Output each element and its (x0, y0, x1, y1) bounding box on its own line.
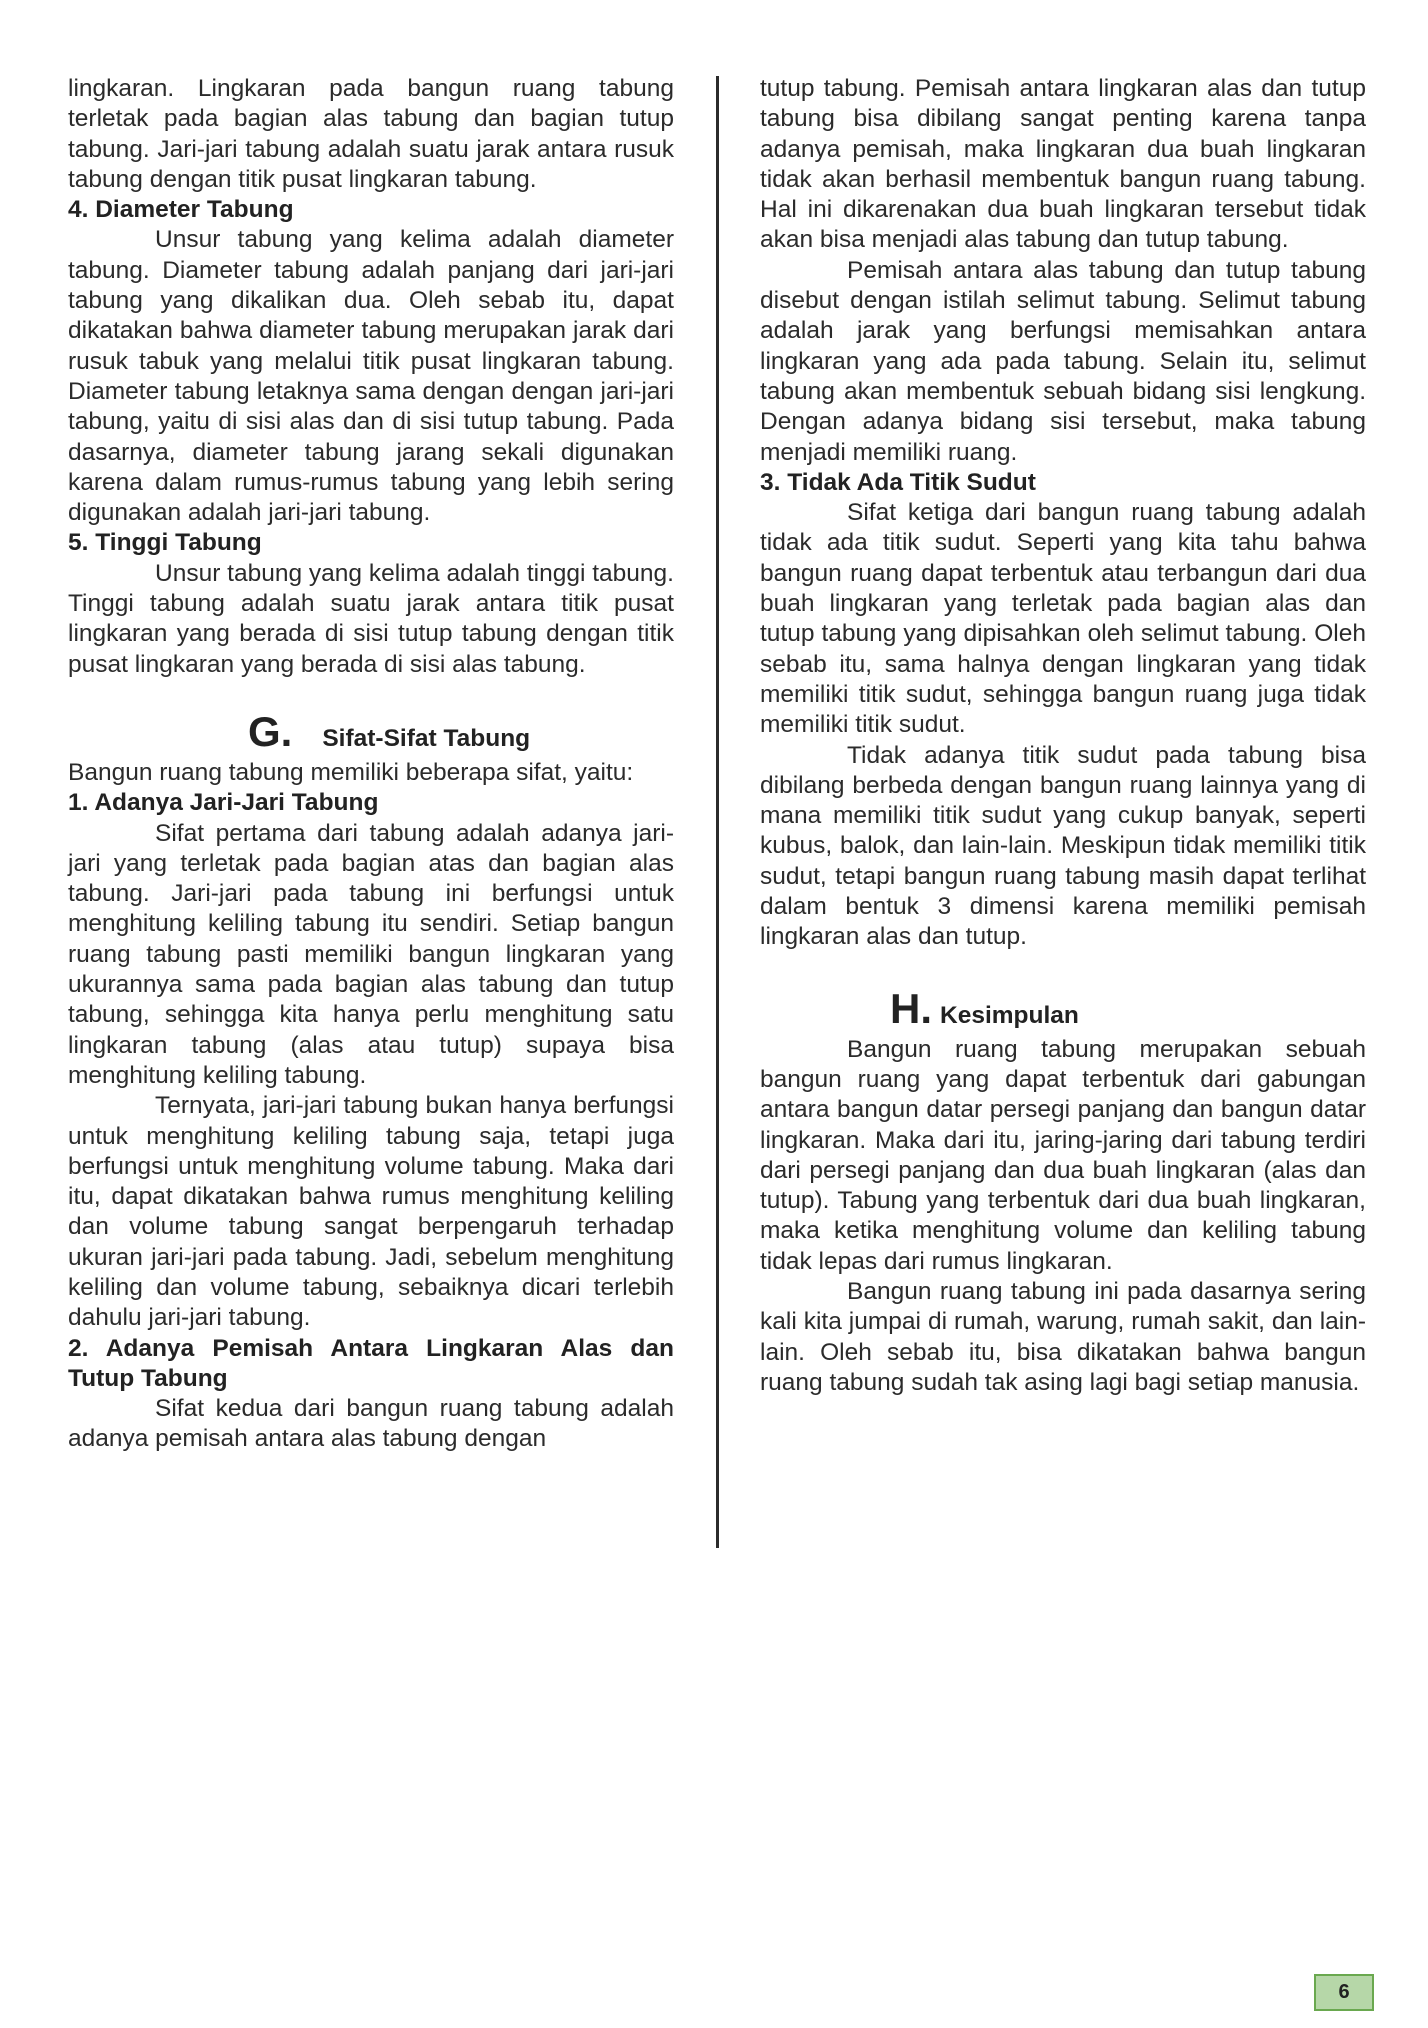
paragraph-kesimpulan-2: Bangun ruang tabung ini pada dasarnya sering kali kita jumpai di rumah, warung, rumah sakit, dan lain-lain. Oleh sebab itu, bisa dikatakan bahwa bangun ruang tabung sudah tak asing lagi bagi setiap manusia. (760, 1277, 1366, 1396)
section-letter-h: H. (890, 984, 932, 1032)
heading-tidak-ada-titik-sudut: 3. Tidak Ada Titik Sudut (760, 468, 1036, 496)
paragraph-sifat-pemisah-continued: tutup tabung. Pemisah antara lingkaran alas dan tutup tabung bisa dibilang sangat penting karena tanpa adanya pemisah, maka lingkaran dua buah lingkaran tidak akan berhasil membentuk bangun ruang tabung. Hal ini dikarenakan dua buah lingkaran tersebut tidak akan bisa menjadi alas tabung dan tutup tabung. (760, 75, 1366, 254)
section-heading-g (68, 706, 674, 758)
paragraph-kesimpulan-1: Bangun ruang tabung merupakan sebuah bangun ruang yang dapat terbentuk dari gabungan antara bangun datar persegi panjang dan bangun datar lingkaran. Maka dari itu, jaring-jaring dari tabung terdiri dari persegi panjang dan dua buah lingkaran (alas dan tutup). Tabung yang terbentuk dari dua buah lingkaran, maka ketika menghitung volume dan keliling tabung tidak lepas dari rumus lingkaran. (760, 1035, 1366, 1275)
paragraph-jari-jari-continued: lingkaran. Lingkaran pada bangun ruang tabung terletak pada bagian alas tabung dan bagian tutup tabung. Jari-jari tabung adalah suatu jarak antara rusuk tabung dengan titik pusat lingkaran tabung. (68, 75, 674, 193)
heading-diameter-tabung: 4. Diameter Tabung (68, 196, 294, 224)
column-divider (716, 76, 719, 1548)
paragraph-sifat-jari-jari-1: Sifat pertama dari tabung adalah adanya jari-jari yang terletak pada bagian atas dan bagian alas tabung. Jari-jari pada tabung ini berfungsi untuk menghitung keliling tabung itu sendiri. Setiap bangun ruang tabung pasti memiliki bangun lingkaran yang ukurannya sama pada bagian alas tabung dan tutup tabung, sehingga kita hanya perlu menghitung satu lingkaran tabung (alas atau tutup) supaya bisa menghitung keliling tabung. (68, 819, 674, 1089)
section-title-kesimpulan: Kesimpulan (940, 1001, 1079, 1029)
paragraph-selimut-tabung: Pemisah antara alas tabung dan tutup tabung disebut dengan istilah selimut tabung. Selimut tabung adalah jarak yang berfungsi memisahkan antara lingkaran yang ada pada tabung. Selain itu, selimut tabung akan membentuk sebuah bidang sisi lengkung. Dengan adanya bidang sisi tersebut, maka tabung menjadi memiliki ruang. (760, 256, 1366, 466)
heading-sifat-pemisah: 2. Adanya Pemisah Antara Lingkaran Alas dan Tutup Tabung (68, 1334, 674, 1392)
paragraph-tinggi-tabung: Unsur tabung yang kelima adalah tinggi tabung. Tinggi tabung adalah suatu jarak antara titik pusat lingkaran yang berada di sisi tutup tabung dengan titik pusat lingkaran yang berada di sisi alas tabung. (68, 559, 674, 678)
heading-sifat-jari-jari: 1. Adanya Jari-Jari Tabung (68, 789, 379, 817)
paragraph-titik-sudut-1: Sifat ketiga dari bangun ruang tabung adalah tidak ada titik sudut. Seperti yang kita tahu bahwa bangun ruang dapat terbentuk atau terbangun dari dua buah lingkaran yang terletak pada bagian alas dan tutup tabung yang dipisahkan oleh selimut tabung. Oleh sebab itu, sama halnya dengan lingkaran yang tidak memiliki titik sudut, sehingga bangun ruang juga tidak memiliki titik sudut. (760, 499, 1366, 739)
left-column (68, 74, 674, 1455)
page-number-badge: 6 (1314, 1974, 1374, 2011)
paragraph-sifat-pemisah-start: Sifat kedua dari bangun ruang tabung adalah adanya pemisah antara alas tabung dengan (68, 1395, 674, 1453)
paragraph-sifat-jari-jari-2: Ternyata, jari-jari tabung bukan hanya berfungsi untuk menghitung keliling tabung saja, tetapi juga berfungsi untuk menghitung volume tabung. Maka dari itu, dapat dikatakan bahwa rumus menghitung keliling dan volume tabung sangat berpengaruh terhadap ukuran jari-jari pada tabung. Jadi, sebelum menghitung keliling dan volume tabung, sebaiknya dicari terlebih dahulu jari-jari tabung. (68, 1092, 674, 1332)
section-title-sifat-sifat-tabung: Sifat-Sifat Tabung (322, 724, 531, 752)
paragraph-titik-sudut-2: Tidak adanya titik sudut pada tabung bisa dibilang berbeda dengan bangun ruang lainnya yang di mana memiliki titik sudut yang cukup banyak, seperti kubus, balok, dan lain-lain. Meskipun tidak memiliki titik sudut, tetapi bangun ruang tabung masih dapat terlihat dalam bentuk 3 dimensi karena memiliki pemisah lingkaran alas dan tutup. (760, 741, 1366, 951)
section-letter-g: G. (248, 707, 293, 755)
heading-tinggi-tabung: 5. Tinggi Tabung (68, 529, 262, 557)
paragraph-sifat-intro: Bangun ruang tabung memiliki beberapa sifat, yaitu: (68, 758, 634, 786)
paragraph-diameter-tabung: Unsur tabung yang kelima adalah diameter tabung. Diameter tabung adalah panjang dari jari-jari tabung yang dikalikan dua. Oleh sebab itu, dapat dikatakan bahwa diameter tabung merupakan jarak dari rusuk tabuk yang melalui titik pusat lingkaran tabung. Diameter tabung letaknya sama dengan dengan jari-jari tabung, yaitu di sisi alas dan di sisi tutup tabung. Pada dasarnya, diameter tabung jarang sekali digunakan karena dalam rumus-rumus tabung yang lebih sering digunakan adalah jari-jari tabung. (68, 226, 674, 527)
section-heading-h (760, 983, 1366, 1035)
right-column (760, 74, 1366, 1398)
